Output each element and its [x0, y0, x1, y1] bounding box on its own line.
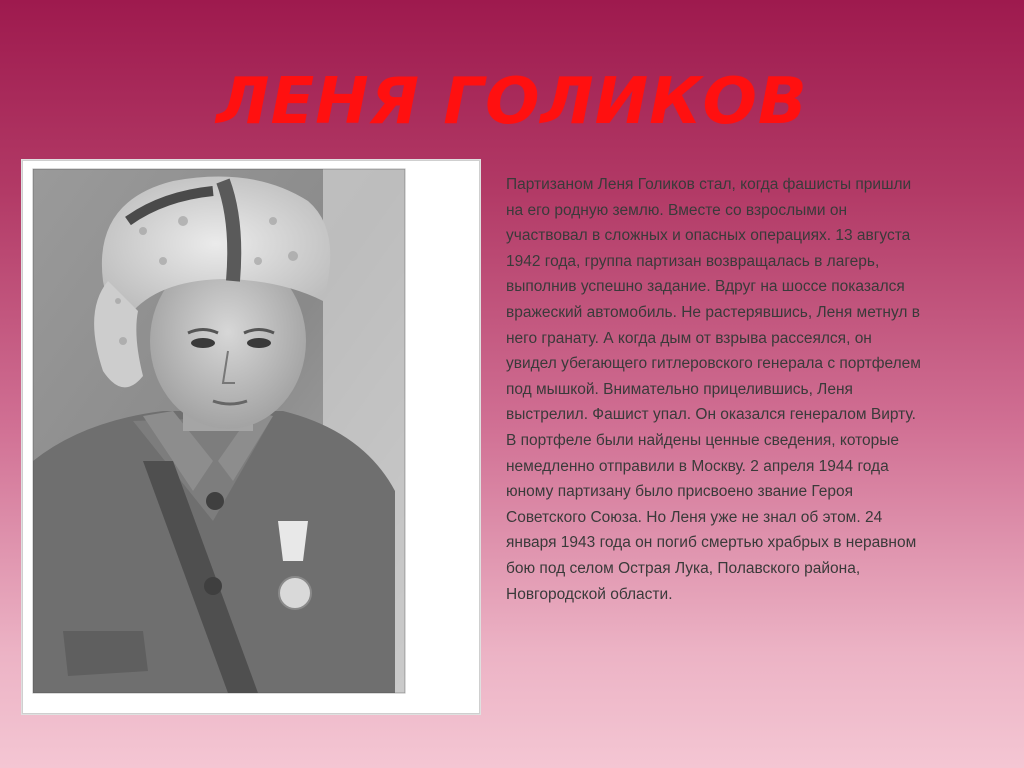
portrait-photo	[22, 160, 480, 714]
story-text: Партизаном Леня Голиков стал, когда фашисты пришли на его родную землю. Вместе со взрослыми он участвовал в сложных и опасных операциях. 13 августа 1942 года, группа партизан возвращалась в лагерь, выполнив успешно задание. Вдруг на шоссе показался вражеский автомобиль. Не растерявшись, Леня метнул в него гранату. А когда дым от взрыва рассеялся, он увидел убегающего гитлеровского генерала с портфелем под мышкой. Внимательно прицелившись, Леня выстрелил. Фашист упал. Он оказался генералом Вирту. В портфеле были найдены ценные сведения, которые немедленно отправили в Москву. 2 апреля 1944 года юному партизану было присвоено звание Героя Советского Союза. Но Леня уже не знал об этом. 24 января 1943 года он погиб смертью храбрых в неравном бою под селом Острая Лука, Полавского района, Новгородской области.	[506, 176, 921, 603]
slide-title: ЛЕНЯ ГОЛИКОВ	[216, 65, 808, 139]
